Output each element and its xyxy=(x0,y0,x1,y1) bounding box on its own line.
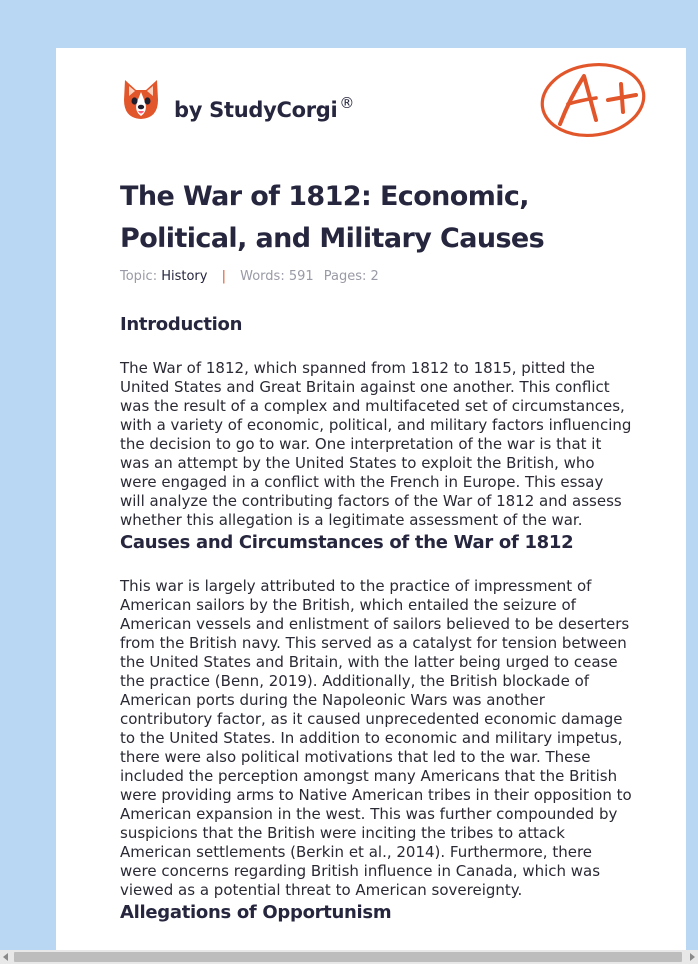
section-heading: Allegations of Opportunism xyxy=(120,902,392,923)
document-title: The War of 1812: Economic, Political, and Military Causes xyxy=(120,181,545,254)
section-paragraph: This war is largely attributed to the practice of impressment of American sailors by the British, which entailed the seizure of American vessels and enlistment of sailors believed to be deserters from the British navy. This served as a catalyst for tension between the United States and Britain, with the latter being urged to cease the practice (Benn, 2019). Additionally, the British blockade of American ports during the Napoleonic Wars was another contributory factor, as it caused unprecedented economic damage to the United States. In addition to economic and military impetus, there were also political motivations that led to the war. These included the perception amongst many Americans that the British were providing arms to Native American tribes in their opposition to American expansion in the west. This was further compounded by suspicions that the British were inciting the tribes to attack American settlements (Berkin et al., 2014). Furthermore, there were concerns regarding British influence in Canada, which was viewed as a potential threat to American sovereignty. xyxy=(120,577,632,899)
scrollbar-thumb[interactable] xyxy=(14,952,682,962)
grade-a-plus-icon xyxy=(538,60,648,140)
scroll-left-icon[interactable] xyxy=(3,953,8,961)
document-meta xyxy=(120,269,379,284)
section-paragraph: The War of 1812, which spanned from 1812 to 1815, pitted the United States and Great Britain against one another. This conflict was the result of a complex and multifaceted set of circumstances, with a variety of economic, political, and military factors influencing the decision to go to war. One interpretation of the war is that it was an attempt by the United States to exploit the British, who were engaged in a conflict with the French in Europe. This essay will analyze the contributing factors of the War of 1812 and assess whether this allegation is a legitimate assessment of the war. xyxy=(120,359,632,529)
horizontal-scrollbar[interactable] xyxy=(0,950,698,964)
meta-separator: | xyxy=(221,269,226,284)
registered-mark: ® xyxy=(339,94,355,112)
document-body xyxy=(120,312,632,926)
section-heading: Introduction xyxy=(120,314,243,335)
page-count: Pages: 2 xyxy=(323,269,379,284)
brand-text: by StudyCorgi xyxy=(174,98,338,122)
section-heading: Causes and Circumstances of the War of 1812 xyxy=(120,532,574,553)
word-count: Words: 591 xyxy=(240,269,314,284)
topic-link[interactable]: History xyxy=(161,269,208,284)
topic-label: Topic: xyxy=(120,269,158,284)
scroll-right-icon[interactable] xyxy=(690,953,695,961)
corgi-logo-icon xyxy=(122,78,160,120)
document-page xyxy=(56,48,686,950)
brand-name[interactable] xyxy=(174,94,354,122)
